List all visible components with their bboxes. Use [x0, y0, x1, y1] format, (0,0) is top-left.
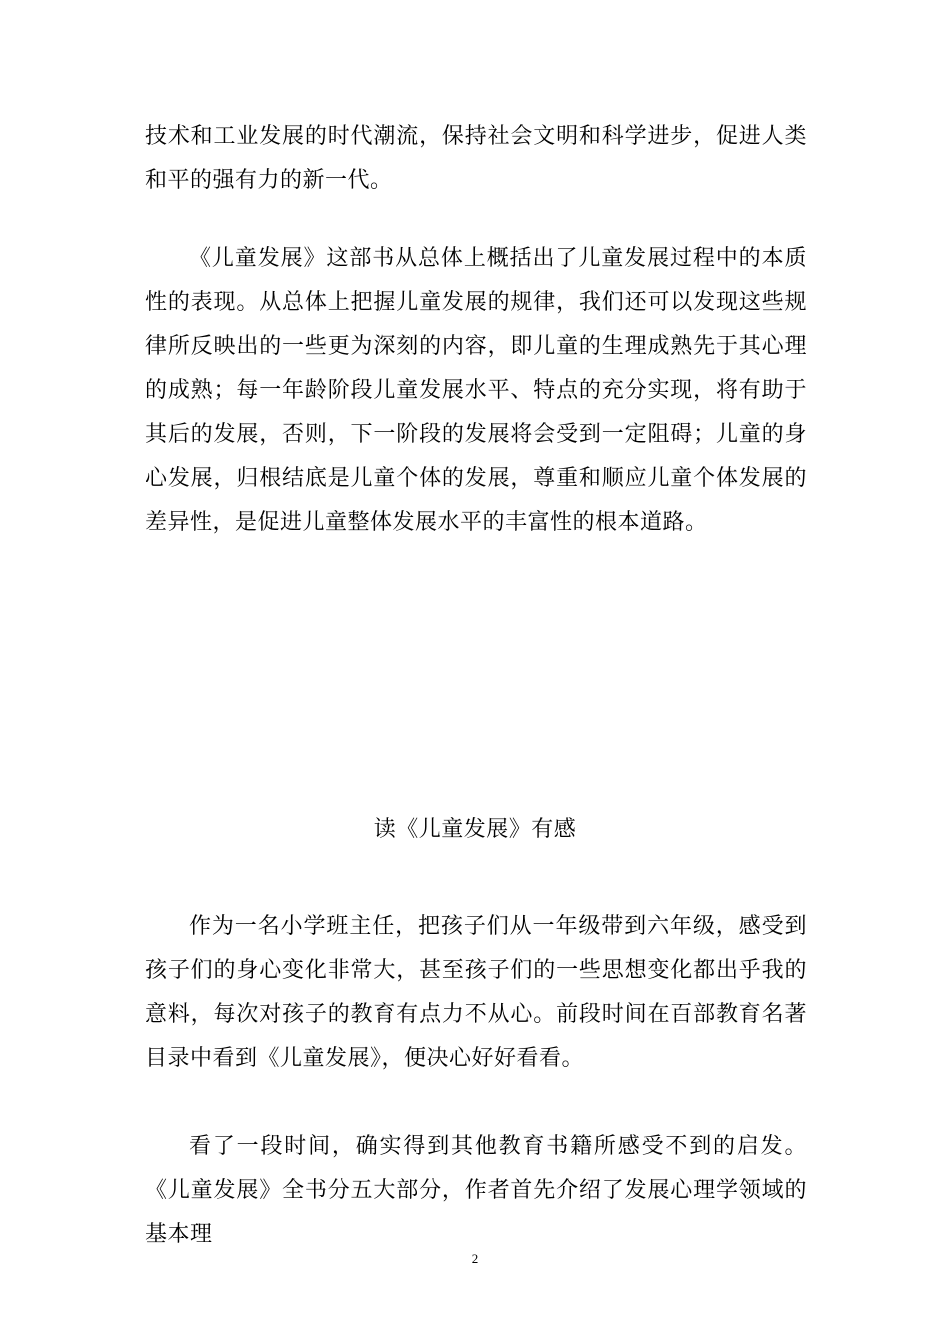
page-number: 2 [471, 1251, 479, 1266]
paragraph-continuation: 技术和工业发展的时代潮流，保持社会文明和科学进步，促进人类和平的强有力的新一代。 [145, 124, 807, 193]
paragraph-summary: 《儿童发展》这部书从总体上概括出了儿童发展过程中的本质性的表现。从总体上把握儿童发展的规律，我们还可以发现这些规律所反映出的一些更为深刻的内容，即儿童的生理成熟先于其心理的成熟；每一年龄阶段儿童发展水平、特点的充分实现，将有助于其后的发展，否则，下一阶段的发展将会受到一定阻碍；儿童的身心发展，归根结底是儿童个体的发展，尊重和顺应儿童个体发展的差异性，是促进儿童整体发展水平的丰富性的根本道路。 [145, 246, 807, 535]
essay-title: 读《儿童发展》有感 [373, 817, 577, 842]
essay-paragraph: 作为一名小学班主任，把孩子们从一年级带到六年级，感受到孩子们的身心变化非常大，甚至孩子们的一些思想变化都出乎我的意料，每次对孩子的教育有点力不从心。前段时间在百部教育名著目录中看到《儿童发展》，便决心好好看看。 [145, 914, 807, 1071]
essay-paragraph: 看了一段时间，确实得到其他教育书籍所感受不到的启发。《儿童发展》全书分五大部分，作者首先介绍了发展心理学领域的基本理 [145, 1134, 807, 1247]
